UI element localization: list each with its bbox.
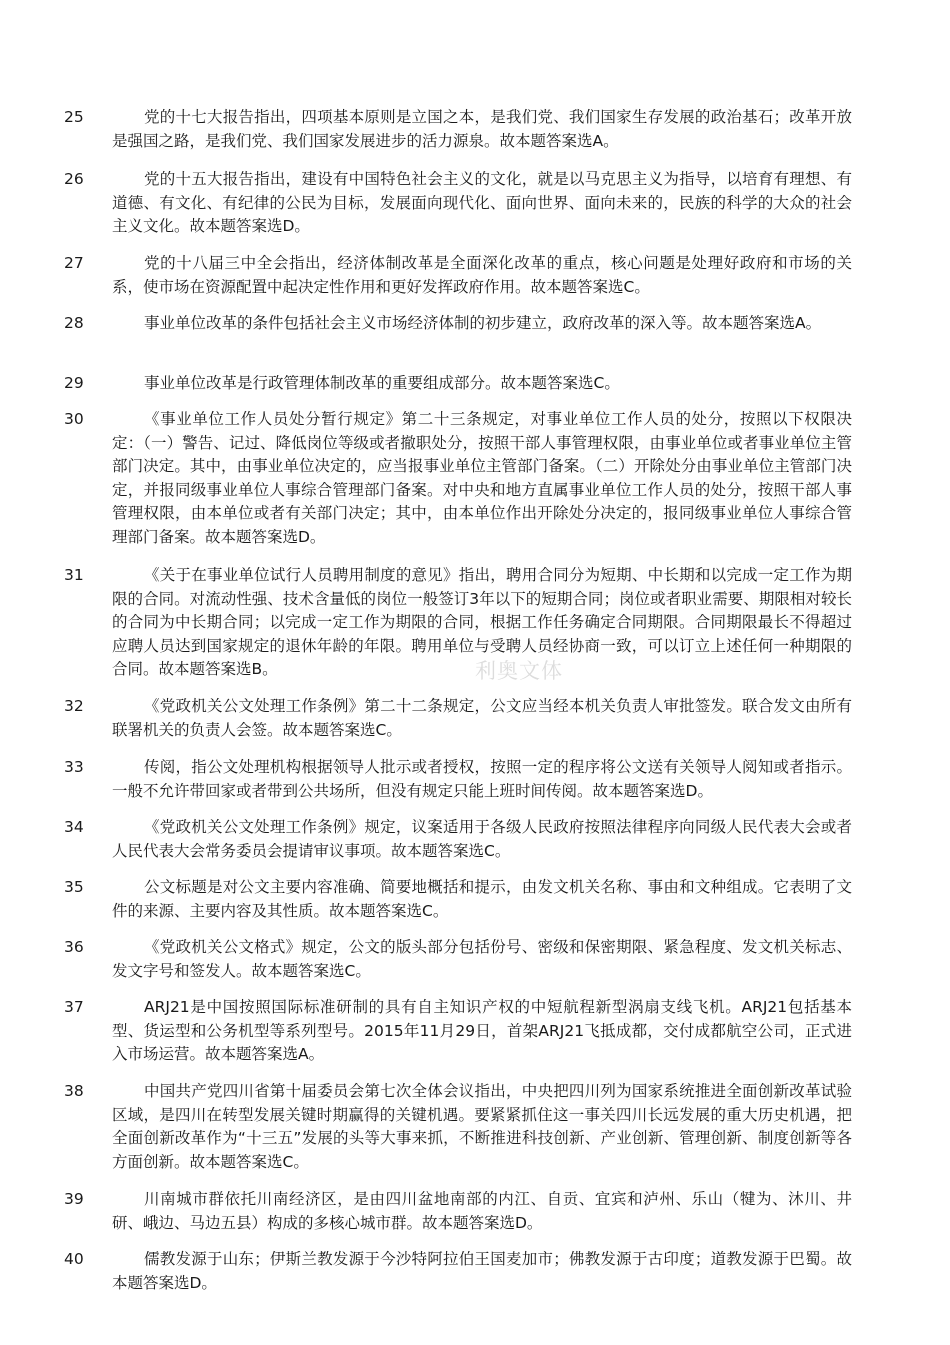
question-number: 38 [64, 1082, 84, 1100]
question-number: 29 [64, 374, 84, 392]
answer-explanation: 党的十八届三中全会指出，经济体制改革是全面深化改革的重点，核心问题是处理好政府和市场的关系，使市场在资源配置中起决定性作用和更好发挥政府作用。故本题答案选C。 [112, 254, 852, 296]
answer-explanation: 事业单位改革是行政管理体制改革的重要组成部分。故本题答案选C。 [144, 374, 620, 392]
answer-explanation: 川南城市群依托川南经济区，是由四川盆地南部的内江、自贡、宜宾和泸州、乐山（犍为、沐川、井研、峨边、马边五县）构成的多核心城市群。故本题答案选D。 [112, 1190, 852, 1232]
answer-explanation: 儒教发源于山东；伊斯兰教发源于今沙特阿拉伯王国麦加市；佛教发源于古印度；道教发源于巴蜀。故本题答案选D。 [112, 1250, 852, 1292]
question-number: 36 [64, 938, 84, 956]
answer-explanation: 《关于在事业单位试行人员聘用制度的意见》指出，聘用合同分为短期、中长期和以完成一定工作为期限的合同。对流动性强、技术含量低的岗位一般签订3年以下的短期合同；岗位或者职业需要、期限相对较长的合同为中长期合同；以完成一定工作为期限的合同，根据工作任务确定合同期限。合同期限最长不得超过应聘人员达到国家规定的退休年龄的年限。聘用单位与受聘人员经协商一致，可以订立上述任何一种期限的合同。故本题答案选B。 [112, 566, 852, 678]
question-number: 31 [64, 566, 84, 584]
question-number: 30 [64, 410, 84, 428]
question-number: 40 [64, 1250, 84, 1268]
question-number: 33 [64, 758, 84, 776]
answer-explanation: ARJ21是中国按照国际标准研制的具有自主知识产权的中短航程新型涡扇支线飞机。ARJ21包括基本型、货运型和公务机型等系列型号。2015年11月29日，首架ARJ21飞抵成都，交付成都航空公司，正式进入市场运营。故本题答案选A。 [112, 998, 852, 1063]
watermark-text: 利奥文体 [475, 659, 563, 683]
question-number: 32 [64, 697, 84, 715]
question-number: 35 [64, 878, 84, 896]
answer-explanation: 党的十七大报告指出，四项基本原则是立国之本，是我们党、我们国家生存发展的政治基石；改革开放是强国之路，是我们党、我们国家发展进步的活力源泉。故本题答案选A。 [112, 108, 852, 150]
answer-explanation: 《党政机关公文处理工作条例》规定，议案适用于各级人民政府按照法律程序向同级人民代表大会或者人民代表大会常务委员会提请审议事项。故本题答案选C。 [112, 818, 852, 860]
question-number: 37 [64, 998, 84, 1016]
answer-explanation: 《事业单位工作人员处分暂行规定》第二十三条规定，对事业单位工作人员的处分，按照以下权限决定：（一）警告、记过、降低岗位等级或者撤职处分，按照干部人事管理权限，由事业单位或者事业单位主管部门决定。其中，由事业单位决定的，应当报事业单位主管部门备案。（二）开除处分由事业单位主管部门决定，并报同级事业单位人事综合管理部门备案。对中央和地方直属事业单位工作人员的处分，按照干部人事管理权限，由本单位或者有关部门决定；其中，由本单位作出开除处分决定的，报同级事业单位人事综合管理部门备案。故本题答案选D。 [112, 410, 852, 546]
answer-explanation: 中国共产党四川省第十届委员会第七次全体会议指出，中央把四川列为国家系统推进全面创新改革试验区域，是四川在转型发展关键时期赢得的关键机遇。要紧紧抓住这一事关四川长远发展的重大历史机遇，把全面创新改革作为“十三五”发展的头等大事来抓，不断推进科技创新、产业创新、管理创新、制度创新等各方面创新。故本题答案选C。 [112, 1082, 852, 1171]
answer-explanation: 公文标题是对公文主要内容准确、简要地概括和提示，由发文机关名称、事由和文种组成。它表明了文件的来源、主要内容及其性质。故本题答案选C。 [112, 878, 852, 920]
answer-explanation: 事业单位改革的条件包括社会主义市场经济体制的初步建立，政府改革的深入等。故本题答案选A。 [144, 314, 822, 332]
answer-explanation: 传阅，指公文处理机构根据领导人批示或者授权，按照一定的程序将公文送有关领导人阅知或者指示。一般不允许带回家或者带到公共场所，但没有规定只能上班时间传阅。故本题答案选D。 [112, 758, 852, 800]
question-number: 25 [64, 108, 84, 126]
question-number: 26 [64, 170, 84, 188]
question-number: 39 [64, 1190, 84, 1208]
question-number: 28 [64, 314, 84, 332]
answer-explanation: 《党政机关公文格式》规定，公文的版头部分包括份号、密级和保密期限、紧急程度、发文机关标志、发文字号和签发人。故本题答案选C。 [112, 938, 852, 980]
answer-explanation: 党的十五大报告指出，建设有中国特色社会主义的文化，就是以马克思主义为指导，以培育有理想、有道德、有文化、有纪律的公民为目标，发展面向现代化、面向世界、面向未来的，民族的科学的大众的社会主义文化。故本题答案选D。 [112, 170, 852, 235]
question-number: 27 [64, 254, 84, 272]
question-number: 34 [64, 818, 84, 836]
answer-explanation: 《党政机关公文处理工作条例》第二十二条规定，公文应当经本机关负责人审批签发。联合发文由所有联署机关的负责人会签。故本题答案选C。 [112, 697, 852, 739]
